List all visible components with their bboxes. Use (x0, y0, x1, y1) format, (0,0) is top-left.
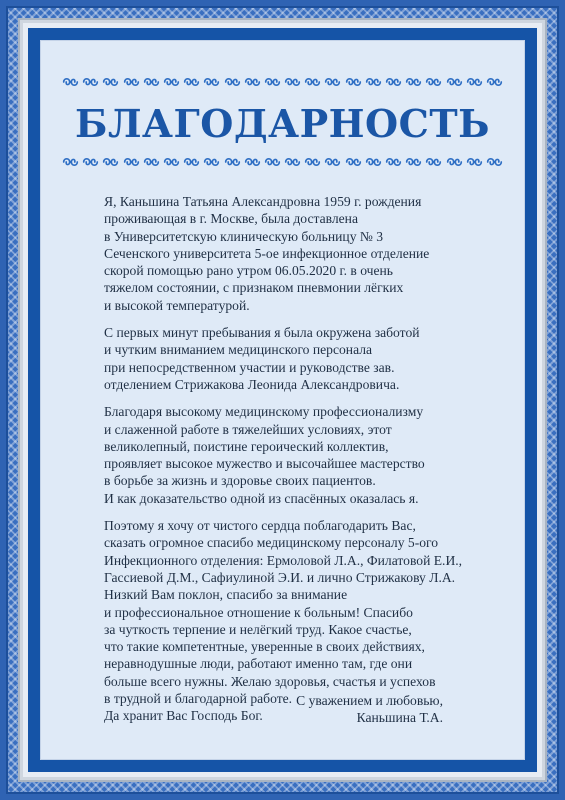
paragraph-3 (104, 403, 504, 507)
text-line: в Университетскую клиническую больницу № 3 (104, 228, 384, 244)
text-line: и профессиональное отношение к больным! Спасибо (104, 604, 413, 620)
ornament-swirl-icon (183, 76, 200, 88)
ornament-swirl-icon (385, 156, 402, 168)
text-line: Да хранит Вас Господь Бог. (104, 708, 263, 724)
ornament-swirl-icon (405, 76, 422, 88)
signature-block (296, 692, 443, 727)
text-line: за чуткость терпение и нелёгкий труд. Какое счастье, (104, 621, 412, 637)
ornament-swirl-icon (102, 76, 119, 88)
ornament-swirl-icon (224, 156, 241, 168)
text-line: скорой помощью рано утром 06.05.2020 г. в очень (104, 263, 393, 279)
ornament-swirl-icon (405, 156, 422, 168)
ornament-swirl-icon (244, 76, 261, 88)
ornament-swirl-icon (446, 156, 463, 168)
paragraph-1 (104, 193, 504, 314)
ornament-swirl-icon (62, 76, 79, 88)
text-line: Гассиевой Д.М., Сафиулиной Э.И. и лично Стрижакову Л.А. (104, 569, 456, 585)
text-line: И как доказательство одной из спасённых оказалась я. (104, 490, 419, 506)
text-line: Сеченского университета 5-ое инфекционное отделение (104, 245, 430, 261)
text-line: в борьбе за жизнь и здоровье своих пациентов. (104, 473, 376, 489)
ornament-swirl-icon (365, 76, 382, 88)
bottom-ornament-row (62, 154, 503, 170)
ornament-swirl-icon (304, 156, 321, 168)
ornament-swirl-icon (385, 76, 402, 88)
text-line: неравнодушные люди, работают именно там, где они (104, 656, 413, 672)
ornament-swirl-icon (324, 156, 341, 168)
ornament-swirl-icon (425, 156, 442, 168)
letter-body (104, 193, 504, 735)
ornament-swirl-icon (264, 76, 281, 88)
text-line: тяжелом состоянии, с признаком пневмонии лёгких (104, 280, 404, 296)
ornament-swirl-icon (244, 156, 261, 168)
ornament-swirl-icon (425, 76, 442, 88)
ornament-swirl-icon (62, 156, 79, 168)
text-line: и чутким вниманием медицинского персонала (104, 342, 373, 358)
ornament-swirl-icon (345, 156, 362, 168)
text-line: Благодаря высокому медицинскому профессионализму (104, 404, 424, 420)
ornament-swirl-icon (284, 156, 301, 168)
top-ornament-row (62, 74, 503, 90)
ornament-swirl-icon (304, 76, 321, 88)
ornament-swirl-icon (486, 156, 503, 168)
text-line: сказать огромное спасибо медицинскому персоналу 5-ого (104, 535, 439, 551)
text-line: проявляет высокое мужество и высочайшее мастерство (104, 456, 425, 472)
ornament-swirl-icon (82, 156, 99, 168)
text-line: больше всего нужны. Желаю здоровья, счастья и успехов (104, 673, 436, 689)
ornament-swirl-icon (183, 156, 200, 168)
ornament-swirl-icon (143, 76, 160, 88)
ornament-swirl-icon (102, 156, 119, 168)
ornament-swirl-icon (345, 76, 362, 88)
page-title: БЛАГОДАРНОСТЬ (74, 101, 491, 146)
ornament-swirl-icon (123, 76, 140, 88)
ornament-swirl-icon (224, 76, 241, 88)
ornament-swirl-icon (466, 156, 483, 168)
ornament-swirl-icon (203, 156, 220, 168)
ornament-swirl-icon (446, 76, 463, 88)
text-line: при непосредственном участии и руководстве зав. (104, 359, 395, 375)
ornament-swirl-icon (123, 156, 140, 168)
text-line: С первых минут пребывания я была окружена заботой (104, 325, 420, 341)
ornament-swirl-icon (163, 156, 180, 168)
text-line: отделением Стрижакова Леонида Александровича. (104, 376, 400, 392)
text-line: великолепный, поистине героический коллектив, (104, 438, 389, 454)
text-line: Поэтому я хочу от чистого сердца поблагодарить Вас, (104, 518, 416, 534)
paragraph-2 (104, 324, 504, 393)
text-line: и высокой температурой. (104, 297, 250, 313)
ornament-swirl-icon (82, 76, 99, 88)
text-line: Я, Каньшина Татьяна Александровна 1959 г. рождения (104, 194, 422, 209)
ornament-swirl-icon (264, 156, 281, 168)
text-line: что такие компетентные, уверенные в своих действиях, (104, 639, 425, 655)
text-line: и слаженной работе в тяжелейших условиях, этот (104, 421, 392, 437)
ornament-swirl-icon (324, 76, 341, 88)
text-line: в трудной и благодарной работе. (104, 691, 293, 707)
ornament-swirl-icon (365, 156, 382, 168)
ornament-swirl-icon (143, 156, 160, 168)
ornament-swirl-icon (466, 76, 483, 88)
text-line: Низкий Вам поклон, спасибо за внимание (104, 587, 348, 603)
ornament-swirl-icon (203, 76, 220, 88)
signature-closing: С уважением и любовью, (296, 693, 443, 708)
ornament-swirl-icon (284, 76, 301, 88)
text-line: Инфекционного отделения: Ермоловой Л.А., Филатовой Е.И., (104, 552, 463, 568)
signature-name: Каньшина Т.А. (356, 710, 443, 726)
ornament-swirl-icon (163, 76, 180, 88)
text-line: проживающая в г. Москве, была доставлена (104, 211, 358, 227)
ornament-swirl-icon (486, 76, 503, 88)
